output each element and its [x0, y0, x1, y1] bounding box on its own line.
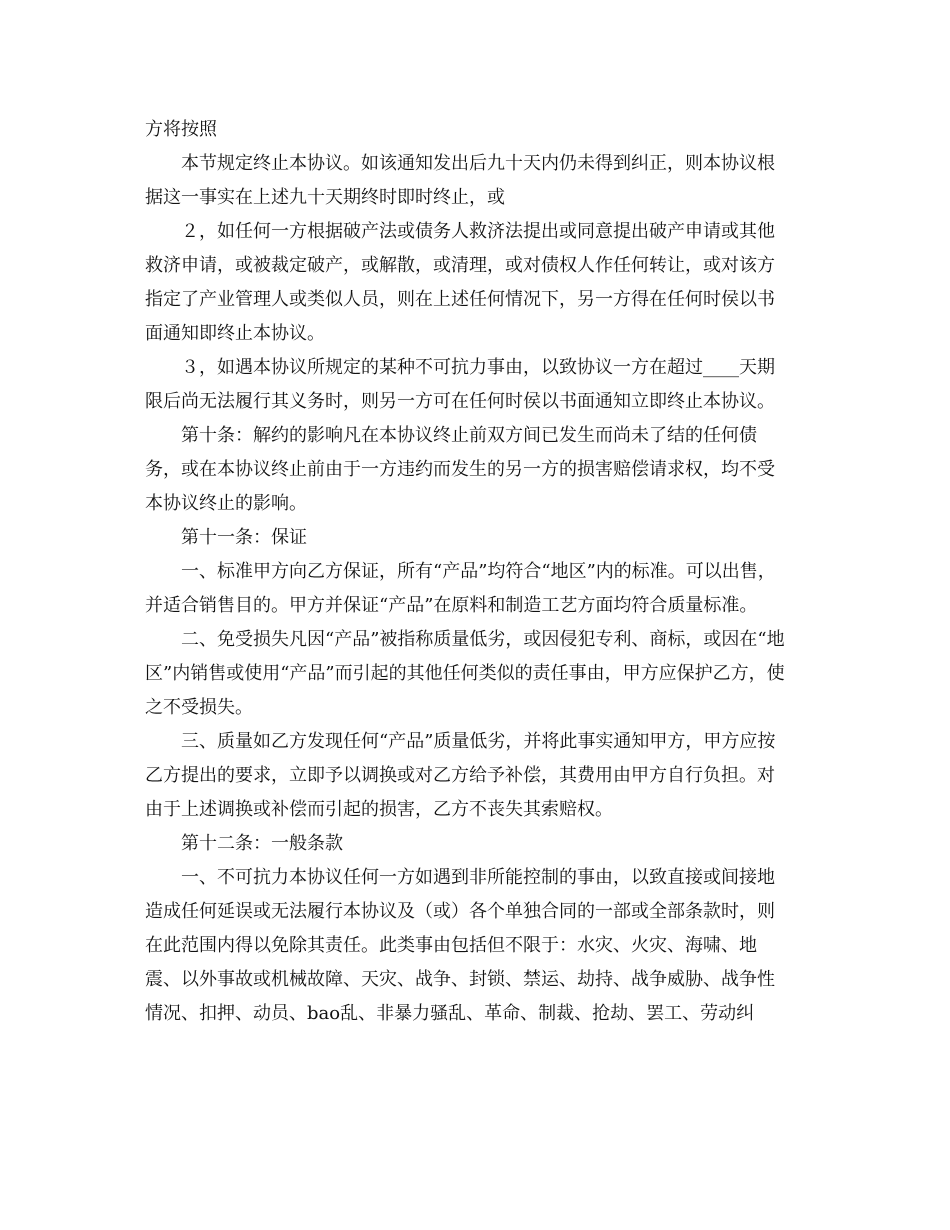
document-body [145, 113, 805, 1031]
text-line: 之不受损失。 [145, 697, 253, 718]
text-line: 救济申请，或被裁定破产，或解散，或清理，或对债权人作任何转让，或对该方 [145, 255, 775, 276]
text-line: 区”内销售或使用“产品”而引起的其他任何类似的责任事由，甲方应保护乙方，使 [145, 663, 785, 684]
text-line: 第十条：解约的影响凡在本协议终止前双方间已发生而尚未了结的任何债 [181, 425, 757, 446]
text-line: 乙方提出的要求，立即予以调换或对乙方给予补偿，其费用由甲方自行负担。对 [145, 765, 775, 786]
text-line: 务，或在本协议终止前由于一方违约而发生的另一方的损害赔偿请求权，均不受 [145, 459, 775, 480]
text-line: 限后尚无法履行其义务时，则另一方可在任何时侯以书面通知立即终止本协议。 [145, 391, 775, 412]
text-line: 本节规定终止本协议。如该通知发出后九十天内仍未得到纠正，则本协议根 [181, 153, 775, 174]
text-line: 一、标准甲方向乙方保证，所有“产品”均符合“地区”内的标准。可以出售， [181, 561, 776, 582]
text-line: 情况、扣押、动员、bao乱、非暴力骚乱、革命、制裁、抢劫、罢工、劳动纠 [145, 1003, 755, 1024]
text-line: 二、免受损失凡因“产品”被指称质量低劣，或因侵犯专利、商标，或因在“地 [181, 629, 785, 650]
text-line: ３，如遇本协议所规定的某种不可抗力事由，以致协议一方在超过____天期 [181, 357, 775, 378]
text-line: 据这一事实在上述九十天期终时即时终止，或 [145, 187, 505, 208]
text-line: 面通知即终止本协议。 [145, 323, 325, 344]
text-line: 一、不可抗力本协议任何一方如遇到非所能控制的事由，以致直接或间接地 [181, 867, 775, 888]
text-line: 并适合销售目的。甲方并保证“产品”在原料和制造工艺方面均符合质量标准。 [145, 595, 758, 616]
section-heading: 第十二条：一般条款 [181, 833, 343, 854]
text-line: 由于上述调换或补偿而引起的损害，乙方不丧失其索赔权。 [145, 799, 613, 820]
text-line: 造成任何延误或无法履行本协议及（或）各个单独合同的一部或全部条款时，则 [145, 901, 775, 922]
text-line: 三、质量如乙方发现任何“产品”质量低劣，并将此事实通知甲方，甲方应按 [181, 731, 776, 752]
text-line: 本协议终止的影响。 [145, 493, 307, 514]
text-line: ２，如任何一方根据破产法或债务人救济法提出或同意提出破产申请或其他 [181, 221, 775, 242]
section-heading: 第十一条：保证 [181, 527, 307, 548]
text-line: 震、以外事故或机械故障、天灾、战争、封锁、禁运、劫持、战争威胁、战争性 [145, 969, 775, 990]
text-line: 指定了产业管理人或类似人员，则在上述任何情况下，另一方得在任何时侯以书 [145, 289, 775, 310]
text-line: 方将按照 [145, 119, 217, 140]
text-line: 在此范围内得以免除其责任。此类事由包括但不限于：水灾、火灾、海啸、地 [145, 935, 757, 956]
